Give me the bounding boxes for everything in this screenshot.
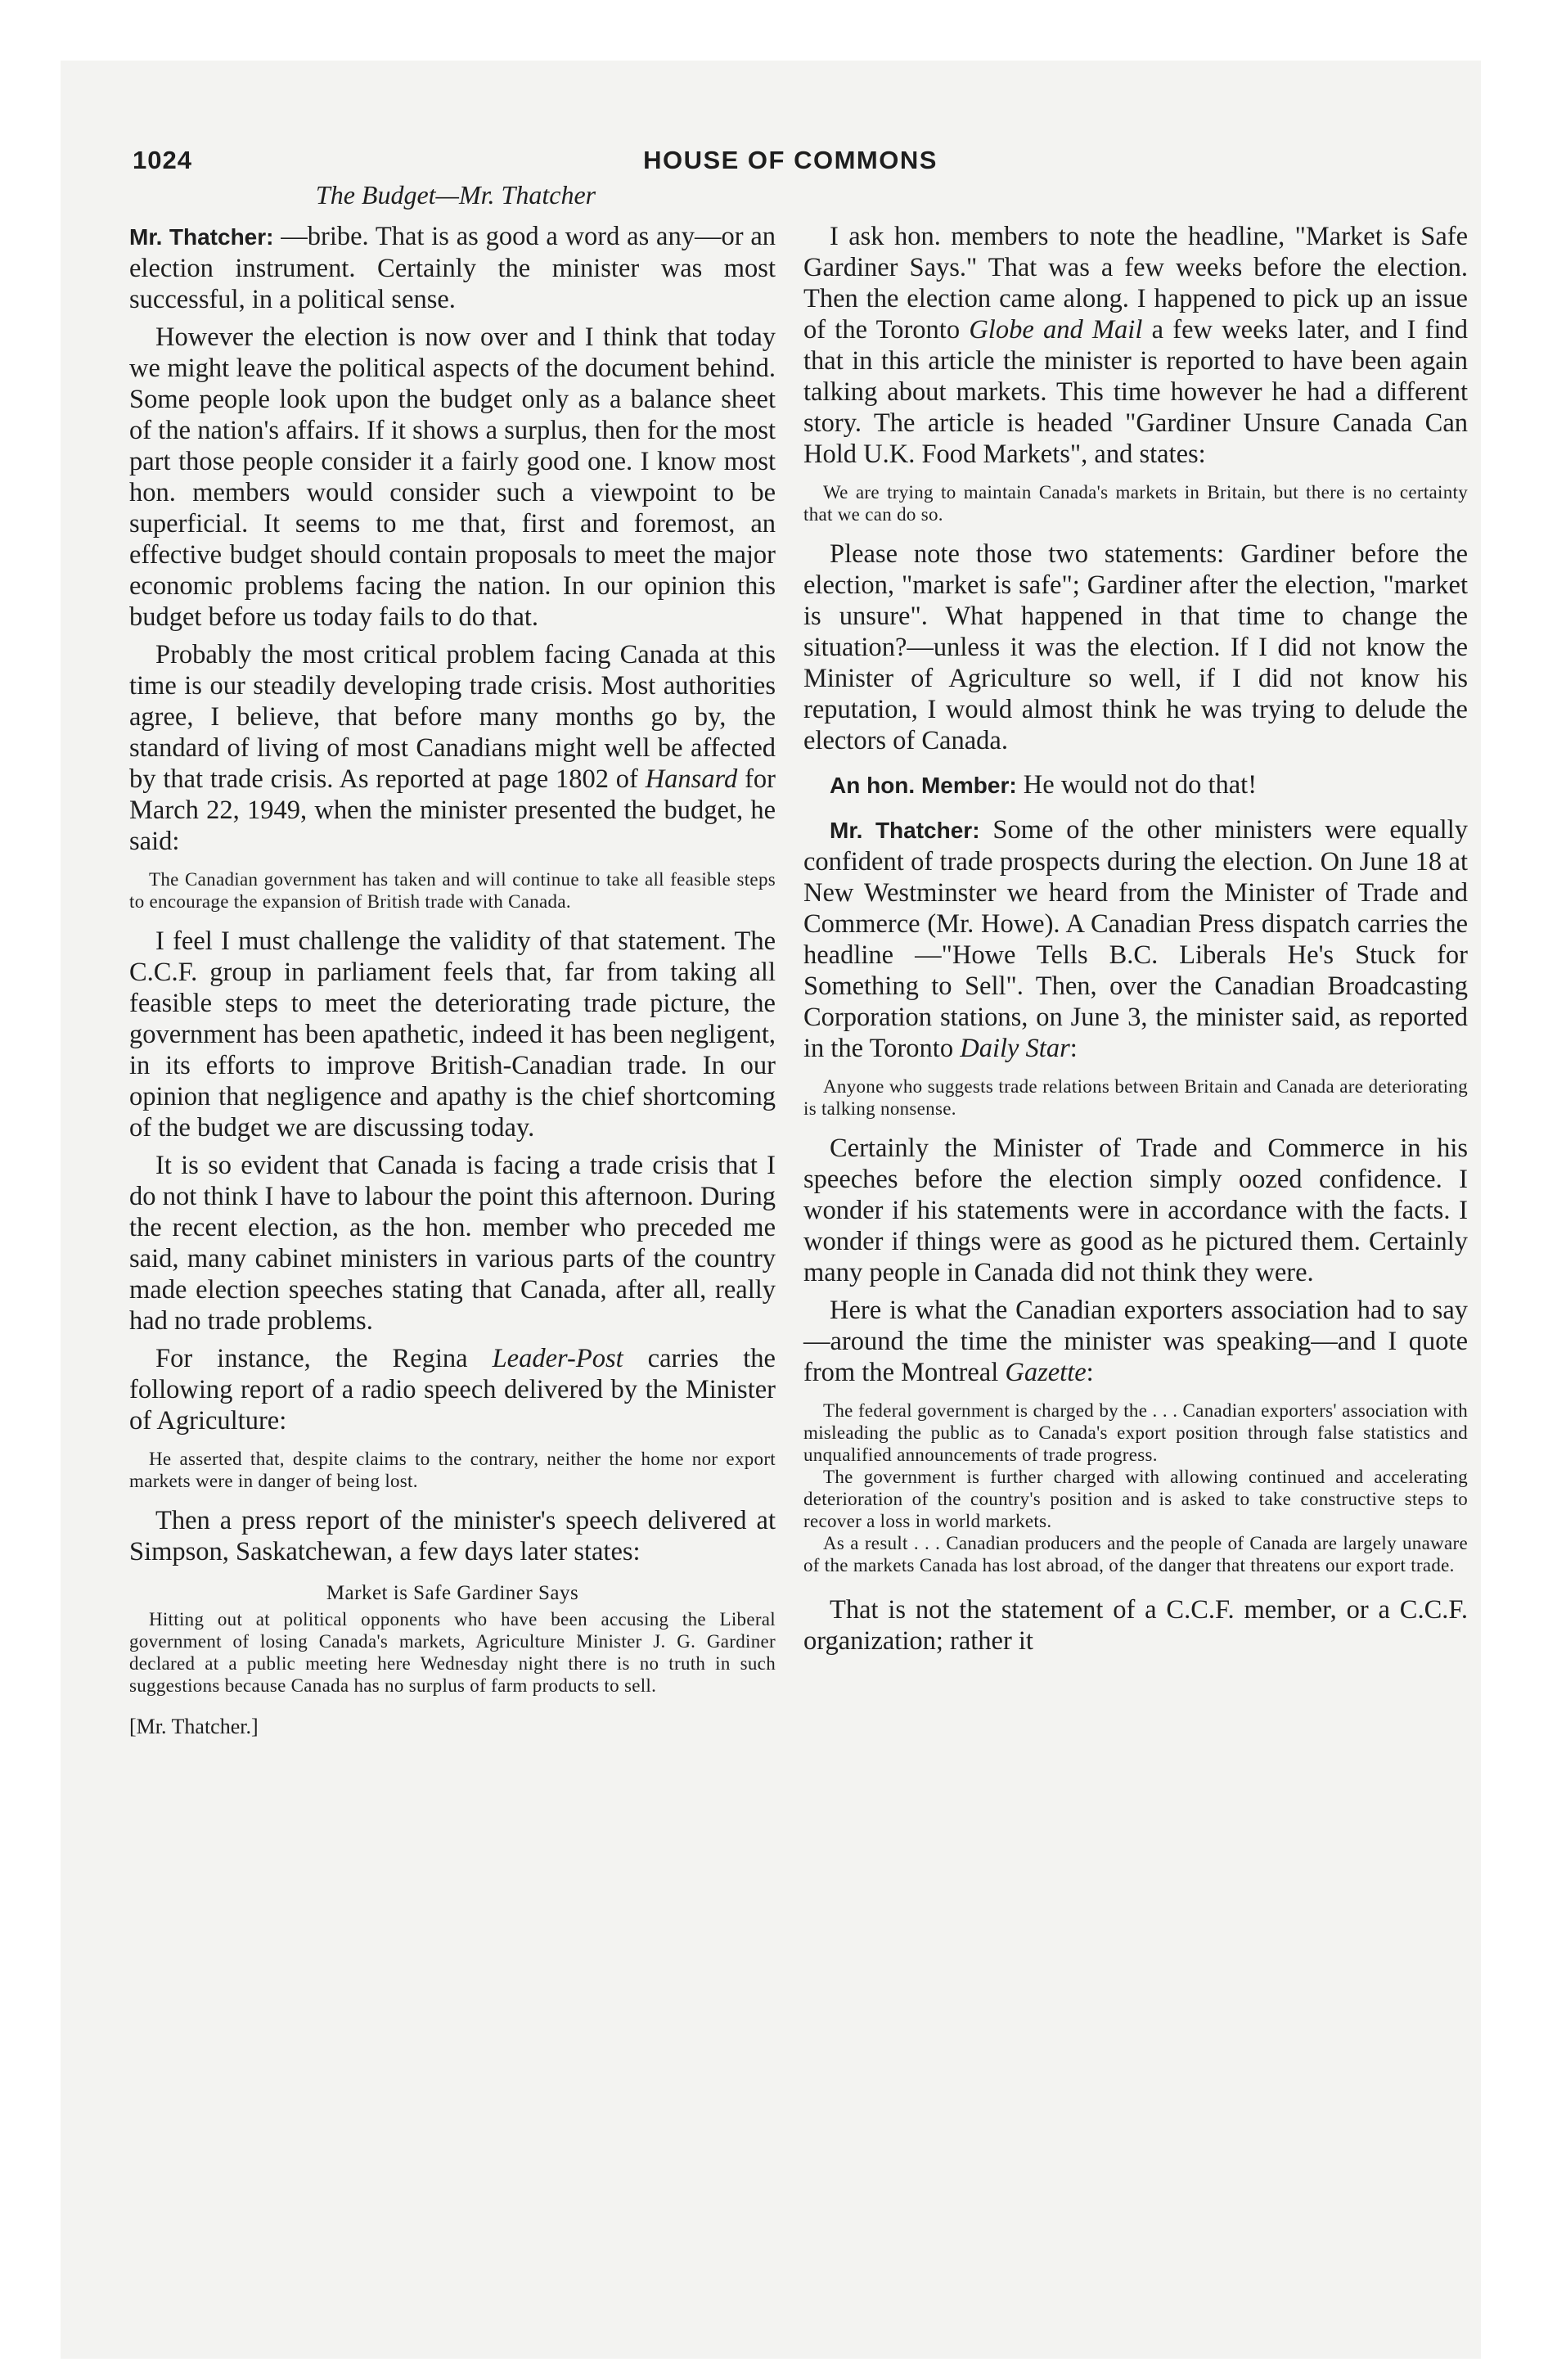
page-number: 1024 [133,146,192,174]
paragraph-text: for March 22, 1949, when the minister presented the budget, he said: [129,764,776,856]
paragraph-text: : [1069,1034,1078,1063]
paragraph [803,814,1468,1064]
speaker-bracket: [Mr. Thatcher.] [129,1715,259,1738]
block-quote: The Canadian government has taken and will continue to take all feasible steps to encourage the expansion of British trade with Canada. [129,869,776,912]
section-subheader: The Budget—Mr. Thatcher [315,180,596,210]
paragraph: Please note those two statements: Gardiner before the election, "market is safe"; Gardiner after the election, "market is unsure". What happened in that time to change the situation?—unless it was the election. If I did not know the Minister of Agriculture so well, if I did not know his reputation, I would almost think he was trying to delude the electors of Canada. [803,539,1468,755]
paragraph-text: For instance, the Regina [155,1344,493,1373]
running-title: HOUSE OF COMMONS [643,146,938,174]
speaker-name: Mr. Thatcher: [129,224,274,250]
paragraph: That is not the statement of a C.C.F. member, or a C.C.F. organization; rather it [803,1595,1468,1656]
right-column [803,221,1468,1657]
paragraph-text: : [1086,1358,1094,1387]
block-quote: He asserted that, despite claims to the contrary, neither the home nor export markets were in danger of being lost. [129,1449,776,1491]
paragraph-text: He would not do that! [1016,770,1258,800]
paragraph: I feel I must challenge the validity of that statement. The C.C.F. group in parliament feels that, far from taking all feasible steps to meet the deteriorating trade picture, the government has been apathetic, indeed it has been negligent, in its efforts to improve British-Canadian trade. In our opinion that negligence and apathy is the chief shortcoming of the budget we are discussing today. [129,926,776,1143]
paragraph-text: —bribe. That is as good a word as any—or an election instrument. Certainly the minister was most successful, in a political sense. [129,222,776,314]
speaker-name: Mr. Thatcher: [830,818,980,843]
block-quote: The government is further charged with allowing continued and accelerating deterioration of the country's position and is asked to take constructive steps to recover a loss in world markets. [803,1467,1468,1531]
paragraph-text: Here is what the Canadian exporters association had to say—around the time the minister was speaking—and I quote from the Montreal [803,1296,1468,1387]
paragraph [803,221,1468,470]
block-quote: Anyone who suggests trade relations between Britain and Canada are deteriorating is talking nonsense. [803,1076,1468,1119]
paragraph-text: Probably the most critical problem facing Canada at this time is our steadily developing trade crisis. Most authorities agree, I believe, that before many months go by, the standard of living of most Canadians might well be affected by that trade crisis. As reported at page 1802 of [129,640,776,794]
publication-name: Daily Star [960,1034,1070,1063]
quote-headline: Market is Safe Gardiner Says [326,1582,579,1604]
paragraph [803,769,1468,801]
paragraph: However the election is now over and I think that today we might leave the political aspects of the document behind. Some people look upon the budget only as a balance sheet of the nation's affairs. If it shows a surplus, then for the most part those people consider it a fairly good one. I know most hon. members would consider such a viewpoint to be superficial. It seems to me that, first and foremost, an effective budget should contain proposals to meet the major economic problems facing the nation. In our opinion this budget before us today fails to do that. [129,322,776,632]
block-quote: We are trying to maintain Canada's markets in Britain, but there is no certainty that we can do so. [803,482,1468,525]
publication-name: Gazette [1005,1358,1087,1387]
paragraph-text: Some of the other ministers were equally confident of trade prospects during the election. On June 18 at New Westminster we heard from the Minister of Trade and Commerce (Mr. Howe). A Canadian Press dispatch carries the headline —"Howe Tells B.C. Liberals He's Stuck for Something to Sell". Then, over the Canadian Broadcasting Corporation stations, on June 3, the minister said, as reported in the Toronto [803,815,1468,1063]
paragraph: Certainly the Minister of Trade and Commerce in his speeches before the election simply oozed confidence. I wonder if his statements were in accordance with the facts. I wonder if things were as good as he pictured them. Certainly many people in Canada did not think they were. [803,1134,1468,1287]
left-column [129,221,776,1742]
paragraph-text: I ask hon. members to note the headline, "Market is Safe Gardiner Says." That was a few weeks before the election. Then the election came along. I happened to pick up an issue of the Toronto [803,222,1468,345]
publication-name: Globe and Mail [969,315,1143,345]
speaker-name: An hon. Member: [830,773,1017,798]
paragraph-text: a few weeks later, and I find that in this article the minister is reported to have been again talking about markets. This time however he had a different story. The article is headed "Gardiner Unsure Canada Can Hold U.K. Food Markets", and states: [803,315,1468,469]
publication-name: Leader-Post [492,1344,623,1373]
paragraph [129,1343,776,1436]
block-quote: Hitting out at political opponents who have been accusing the Liberal government of losing Canada's markets, Agriculture Minister J. G. Gardiner declared at a public meeting here Wednesday night there is no truth in such suggestions because Canada has no surplus of farm products to sell. [129,1609,776,1696]
paragraph-text: carries the following report of a radio speech delivered by the Minister of Agriculture: [129,1344,776,1436]
paragraph: It is so evident that Canada is facing a trade crisis that I do not think I have to labour the point this afternoon. During the recent election, as the hon. member who preceded me said, many cabinet ministers in various parts of the country made election speeches stating that Canada, after all, really had no trade problems. [129,1151,776,1336]
paragraph [129,221,776,315]
paragraph [803,1295,1468,1388]
block-quote: As a result . . . Canadian producers and the people of Canada are largely unaware of the markets Canada has lost abroad, of the danger that threatens our export trade. [803,1533,1468,1575]
paragraph: Then a press report of the minister's speech delivered at Simpson, Saskatchewan, a few days later states: [129,1506,776,1566]
paragraph [129,639,776,857]
publication-name: Hansard [645,764,738,794]
block-quote: The federal government is charged by the . . . Canadian exporters' association with misleading the public as to Canada's export position through false statistics and unqualified announcements of trade progress. [803,1400,1468,1465]
